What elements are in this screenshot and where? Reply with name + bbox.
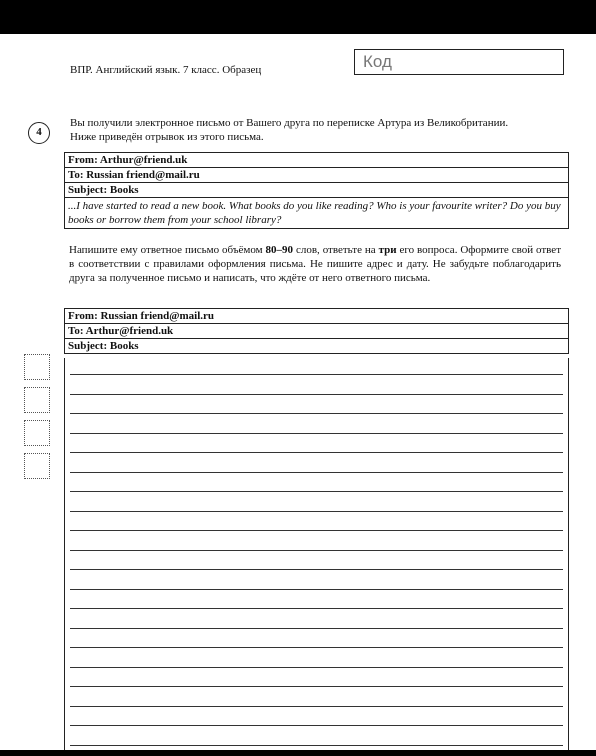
questions-count: три: [378, 244, 397, 256]
answer-line: [70, 628, 563, 629]
word-count: 80–90: [265, 244, 294, 256]
answer-line: [70, 569, 563, 570]
reply-subject: Subject: Books: [68, 340, 139, 352]
answer-line: [70, 433, 563, 434]
answer-line: [70, 550, 563, 551]
reply-from: From: Russian friend@mail.ru: [65, 309, 568, 324]
answer-line: [70, 608, 563, 609]
answer-line: [70, 530, 563, 531]
answer-line: [70, 491, 563, 492]
answer-line: [70, 374, 563, 375]
incoming-to: To: Russian friend@mail.ru: [65, 168, 568, 183]
task-number-badge: 4: [28, 122, 50, 144]
incoming-body: ...I have started to read a new book. What books do you like reading? Who is your favourite writer? Do you buy books or borrow them from your school library?: [68, 200, 561, 226]
answer-line: [70, 647, 563, 648]
instructions-text: Напишите ему ответное письмо объёмом: [69, 244, 266, 256]
instructions-text: слов, ответьте на: [293, 244, 379, 256]
reply-letter-table: [64, 308, 569, 354]
code-field[interactable]: Код: [354, 49, 564, 75]
screen-bottom-bar: [0, 750, 596, 756]
answer-line: [70, 511, 563, 512]
answer-line: [70, 725, 563, 726]
score-box[interactable]: [24, 453, 50, 479]
answer-line: [70, 472, 563, 473]
task-intro-line: Ниже приведён отрывок из этого письма.: [70, 131, 264, 143]
incoming-letter-table: [64, 152, 569, 229]
worksheet-page: [0, 34, 596, 750]
task-instructions: [69, 243, 561, 285]
task-intro: [70, 116, 570, 144]
answer-line: [70, 745, 563, 746]
incoming-from: From: Arthur@friend.uk: [65, 153, 568, 168]
score-box[interactable]: [24, 354, 50, 380]
incoming-subject: Subject: Books: [65, 183, 568, 198]
answer-line: [70, 706, 563, 707]
instructions-text: его вопроса. Оформите свой ответ в соответствии с правилами оформления письма. Не пишите адрес и дату. Не забудьте поблагодарить друга за полученное письмо и написать, что ждёте от него ответного письма.: [69, 244, 561, 284]
answer-line: [70, 686, 563, 687]
answer-line: [70, 413, 563, 414]
score-box[interactable]: [24, 420, 50, 446]
page-header-title: ВПР. Английский язык. 7 класс. Образец: [70, 64, 262, 76]
score-box[interactable]: [24, 387, 50, 413]
answer-line: [70, 667, 563, 668]
answer-line: [70, 589, 563, 590]
answer-line: [70, 394, 563, 395]
task-intro-line: Вы получили электронное письмо от Вашего друга по переписке Артура из Великобритании.: [70, 117, 509, 129]
answer-line: [70, 452, 563, 453]
answer-writing-area[interactable]: [64, 358, 569, 750]
reply-to: To: Arthur@friend.uk: [65, 324, 568, 339]
